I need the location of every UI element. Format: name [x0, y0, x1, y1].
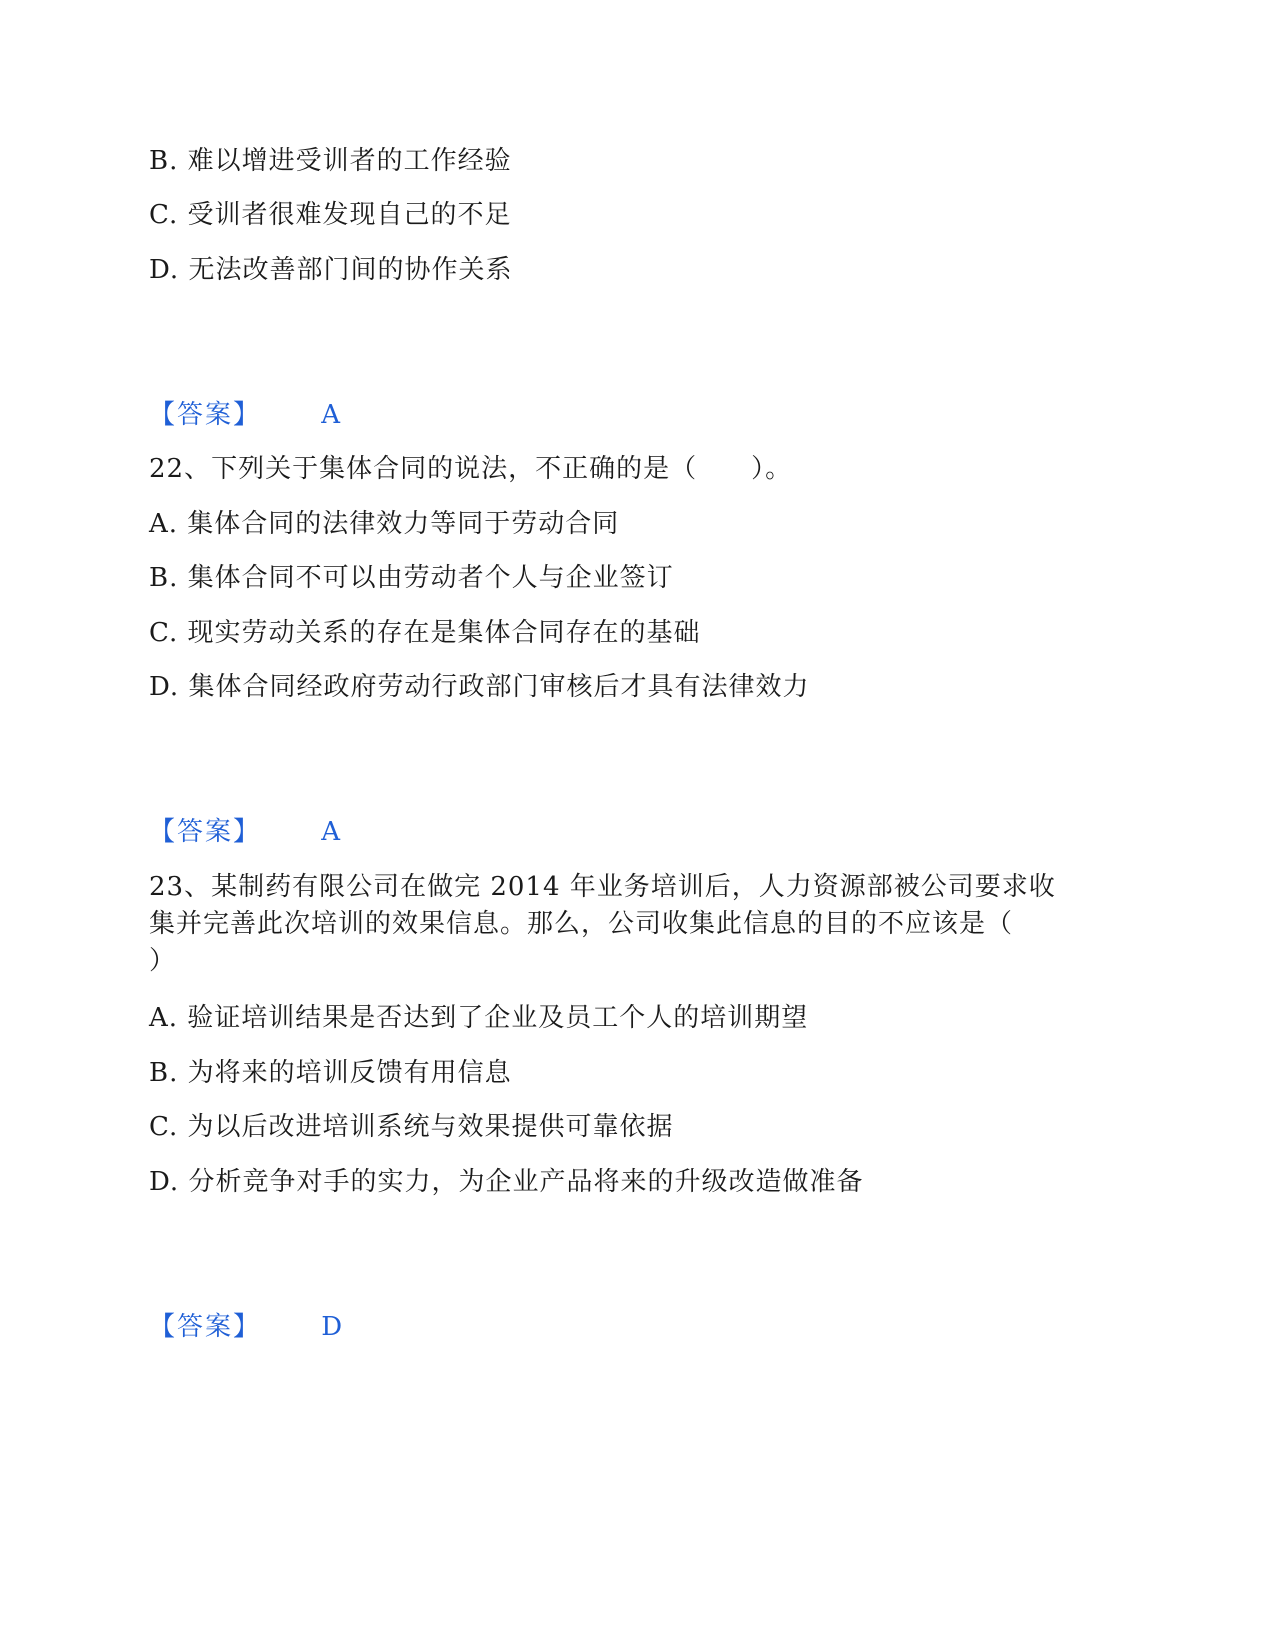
q22-option-c: C. 现实劳动关系的存在是集体合同存在的基础 — [149, 618, 701, 648]
q21-answer-label: 【答案】 — [149, 400, 262, 430]
q21-option-c: C. 受训者很难发现自己的不足 — [149, 200, 512, 230]
q22-option-a: A. 集体合同的法律效力等同于劳动合同 — [149, 509, 620, 539]
q22-option-b: B. 集体合同不可以由劳动者个人与企业签订 — [149, 563, 674, 593]
q23-answer-value: D — [321, 1312, 343, 1342]
q22-answer — [149, 814, 340, 850]
q23-title-line1: 23、某制药有限公司在做完 2014 年业务培训后，人力资源部被公司要求收 — [149, 872, 1056, 902]
q22-answer-label: 【答案】 — [149, 817, 262, 847]
q23-option-a: A. 验证培训结果是否达到了企业及员工个人的培训期望 — [149, 1003, 809, 1033]
q21-answer-value: A — [321, 400, 341, 430]
q23-option-d: D. 分析竞争对手的实力，为企业产品将来的升级改造做准备 — [149, 1167, 864, 1197]
q23-option-b: B. 为将来的培训反馈有用信息 — [149, 1058, 512, 1088]
q23-title-line2: 集并完善此次培训的效果信息。那么，公司收集此信息的目的不应该是（ — [149, 909, 1014, 939]
q22-title: 22、下列关于集体合同的说法，不正确的是（ ）。 — [149, 454, 793, 484]
q23-answer-label: 【答案】 — [149, 1312, 262, 1342]
q23-title-line3: ） — [149, 946, 177, 976]
q23-answer — [149, 1309, 342, 1345]
q22-answer-value: A — [321, 817, 341, 847]
q22-option-d: D. 集体合同经政府劳动行政部门审核后才具有法律效力 — [149, 672, 810, 702]
q21-answer — [149, 397, 340, 433]
q21-option-d: D. 无法改善部门间的协作关系 — [149, 255, 513, 285]
q23-option-c: C. 为以后改进培训系统与效果提供可靠依据 — [149, 1112, 674, 1142]
q21-option-b: B. 难以增进受训者的工作经验 — [149, 146, 512, 176]
